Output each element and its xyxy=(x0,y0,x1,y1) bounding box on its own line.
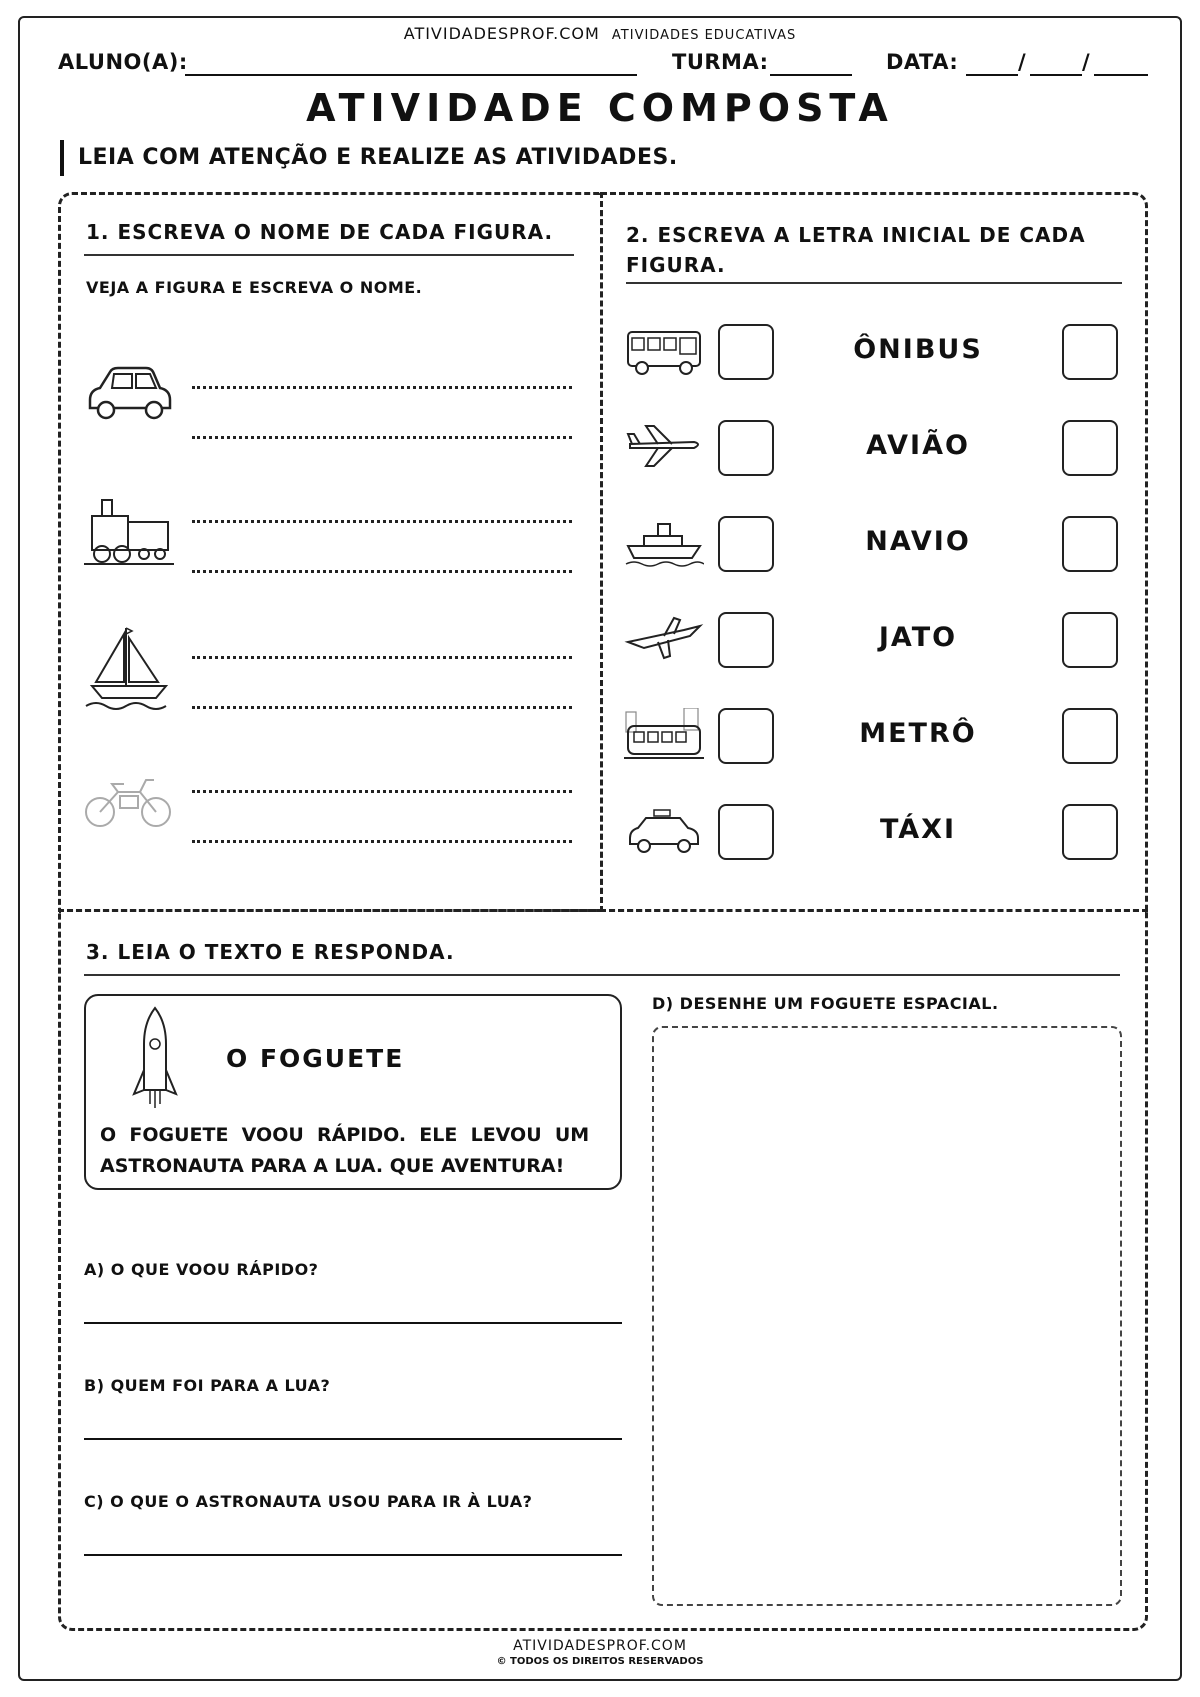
answer-box[interactable] xyxy=(1062,420,1118,476)
motorcycle-icon xyxy=(84,770,174,832)
aluno-label: ALUNO(A): xyxy=(58,50,188,74)
jet-icon xyxy=(624,612,704,664)
answer-line[interactable] xyxy=(192,840,572,843)
word-metro: METRÔ xyxy=(859,718,977,749)
ship-icon xyxy=(624,516,704,568)
answer-box[interactable] xyxy=(1062,612,1118,668)
answer-box[interactable] xyxy=(1062,708,1118,764)
story-text-line2: ASTRONAUTA PARA A LUA. QUE AVENTURA! xyxy=(100,1155,565,1177)
subway-icon xyxy=(624,708,704,764)
story-title: O FOGUETE xyxy=(226,1044,405,1073)
story-text-line1: O FOGUETE VOOU RÁPIDO. ELE LEVOU UM xyxy=(100,1124,590,1146)
answer-line[interactable] xyxy=(192,706,572,709)
word-taxi: TÁXI xyxy=(879,814,957,845)
turma-field[interactable] xyxy=(770,74,852,76)
answer-line[interactable] xyxy=(192,570,572,573)
answer-a-line[interactable] xyxy=(84,1322,622,1324)
footer-rights: © TODOS OS DIREITOS RESERVADOS xyxy=(496,1656,704,1667)
answer-line[interactable] xyxy=(192,520,572,523)
answer-line[interactable] xyxy=(192,656,572,659)
sailboat-icon xyxy=(84,622,174,712)
question-d: D) DESENHE UM FOGUETE ESPACIAL. xyxy=(652,994,999,1013)
answer-box[interactable] xyxy=(1062,516,1118,572)
initial-letter-box[interactable] xyxy=(718,708,774,764)
answer-line[interactable] xyxy=(192,790,572,793)
page-title: ATIVIDADE COMPOSTA xyxy=(306,86,894,130)
q1-title: 1. ESCREVA O NOME DE CADA FIGURA. xyxy=(86,220,554,244)
date-separator: / xyxy=(1082,50,1091,74)
data-label: DATA: xyxy=(886,50,959,74)
date-month-field[interactable] xyxy=(1030,74,1082,76)
answer-c-line[interactable] xyxy=(84,1554,622,1556)
taxi-icon xyxy=(624,804,704,856)
word-navio: NAVIO xyxy=(865,526,971,557)
drawing-area[interactable] xyxy=(652,1026,1122,1606)
answer-b-line[interactable] xyxy=(84,1438,622,1440)
question-c: C) O QUE O ASTRONAUTA USOU PARA IR À LUA? xyxy=(84,1492,533,1511)
footer-site: ATIVIDADESPROF.COM xyxy=(513,1638,687,1654)
instruction: LEIA COM ATENÇÃO E REALIZE AS ATIVIDADES. xyxy=(60,140,678,176)
q1-subtitle: VEJA A FIGURA E ESCREVA O NOME. xyxy=(86,278,423,297)
q2-title: 2. ESCREVA A LETRA INICIAL DE CADA FIGURA. xyxy=(626,223,1086,277)
question-a: A) O QUE VOOU RÁPIDO? xyxy=(84,1260,319,1279)
date-day-field[interactable] xyxy=(966,74,1018,76)
question-b: B) QUEM FOI PARA A LUA? xyxy=(84,1376,331,1395)
answer-line[interactable] xyxy=(192,386,572,389)
rocket-icon xyxy=(130,1004,180,1114)
bus-icon xyxy=(624,326,704,378)
airplane-icon xyxy=(624,420,704,472)
word-aviao: AVIÃO xyxy=(866,430,970,461)
answer-box[interactable] xyxy=(1062,804,1118,860)
initial-letter-box[interactable] xyxy=(718,516,774,572)
date-separator: / xyxy=(1018,50,1027,74)
word-jato: JATO xyxy=(878,622,958,653)
date-year-field[interactable] xyxy=(1094,74,1148,76)
initial-letter-box[interactable] xyxy=(718,804,774,860)
answer-line[interactable] xyxy=(192,436,572,439)
turma-label: TURMA: xyxy=(672,50,769,74)
initial-letter-box[interactable] xyxy=(718,420,774,476)
q3-divider xyxy=(84,974,1120,976)
initial-letter-box[interactable] xyxy=(718,324,774,380)
q3-title: 3. LEIA O TEXTO E RESPONDA. xyxy=(86,940,455,964)
q1-divider xyxy=(84,254,574,256)
answer-box[interactable] xyxy=(1062,324,1118,380)
site-subtitle: ATIVIDADES EDUCATIVAS xyxy=(611,28,797,43)
initial-letter-box[interactable] xyxy=(718,612,774,668)
q2-divider xyxy=(626,282,1122,284)
aluno-field[interactable] xyxy=(185,74,637,76)
train-icon xyxy=(84,492,174,572)
site-name: ATIVIDADESPROF.COM xyxy=(403,24,600,43)
car-icon xyxy=(84,362,174,424)
word-onibus: ÔNIBUS xyxy=(853,334,983,365)
site-header xyxy=(0,24,1200,43)
